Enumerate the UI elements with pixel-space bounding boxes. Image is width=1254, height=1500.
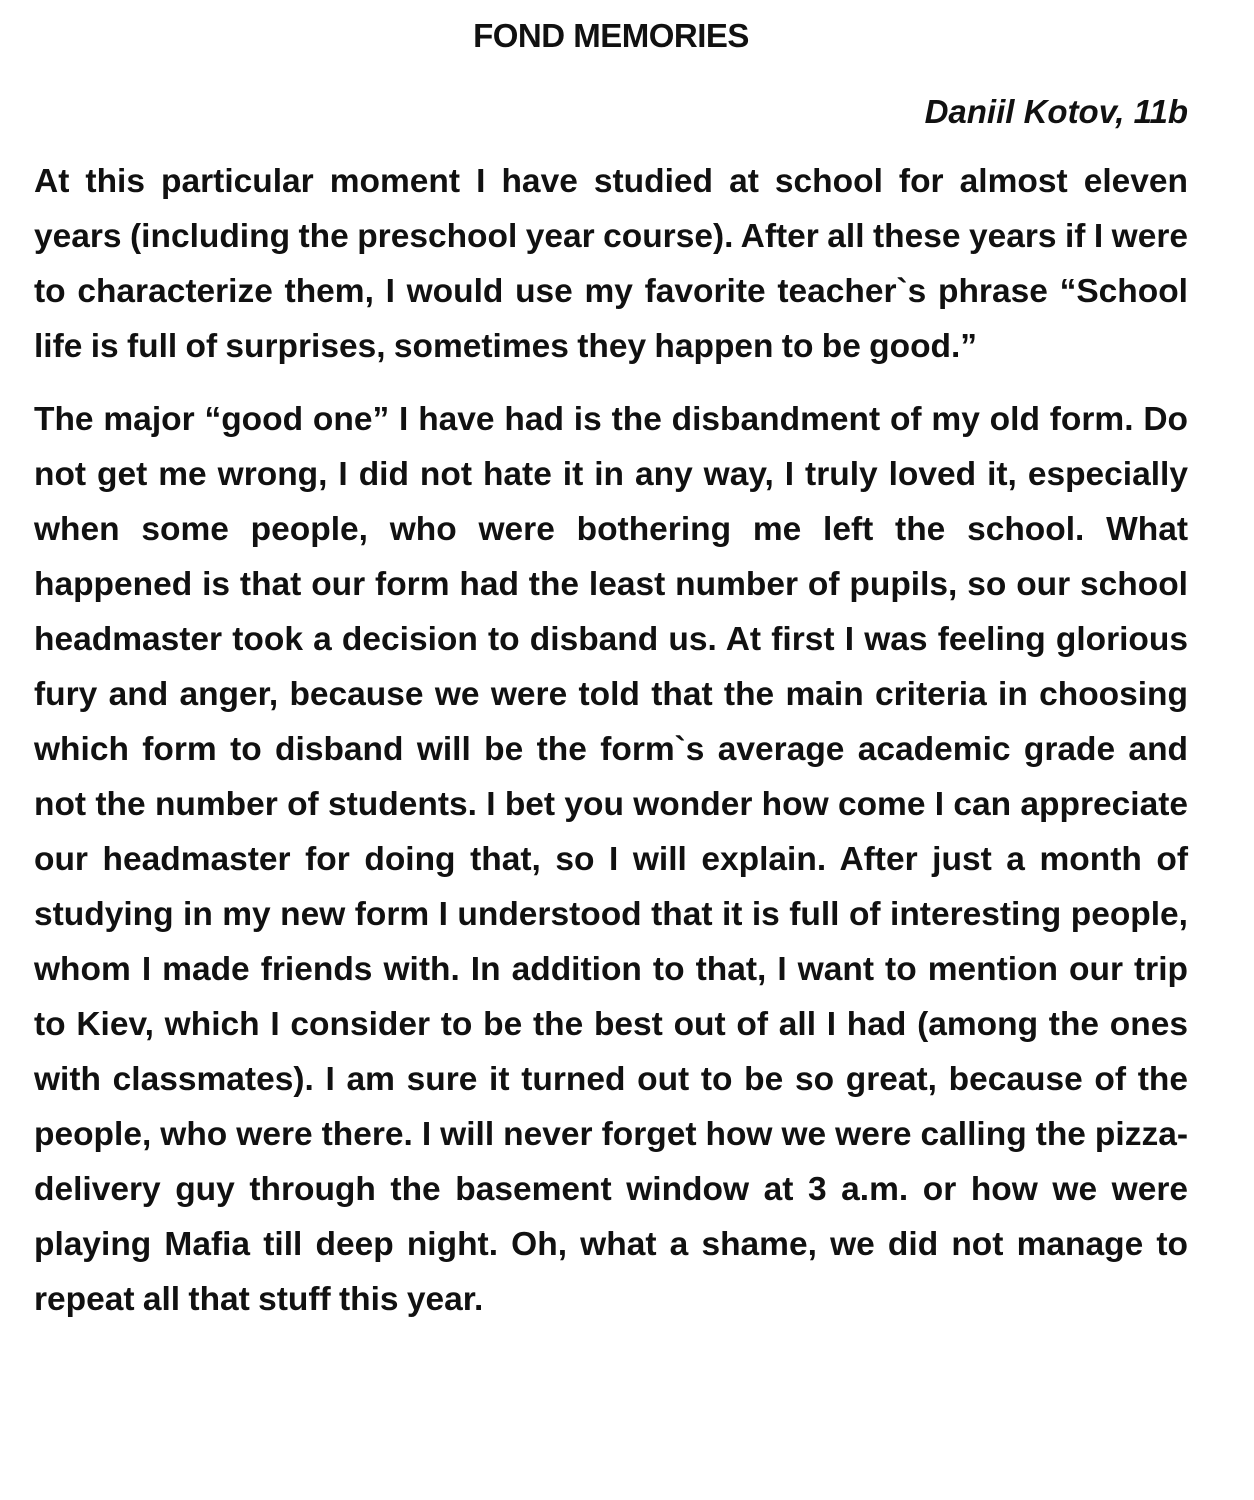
document-page — [34, 14, 1188, 1327]
document-title: FOND MEMORIES — [473, 17, 749, 54]
paragraph-2: The major “good one” I have had is the disbandment of my old form. Do not get me wrong, I did not hate it in any way, I truly loved it, especially when some people, who were bothering me left the school. What happened is that our form had the least number of pupils, so our school headmaster took a decision to disband us. At first I was feeling glorious fury and anger, because we were told that the main criteria in choosing which form to disband will be the form`s average academic grade and not the number of students. I bet you wonder how come I can appreciate our headmaster for doing that, so I will explain. After just a month of studying in my new form I understood that it is full of interesting people, whom I made friends with. In addition to that, I want to mention our trip to Kiev, which I consider to be the best out of all I had (among the ones with classmates). I am sure it turned out to be so great, because of the people, who were there. I will never forget how we were calling the pizza-delivery guy through the basement window at 3 a.m. or how we were playing Mafia till deep night. Oh, what a shame, we did not manage to repeat all that stuff this year. — [34, 401, 1188, 1318]
paragraph-1: At this particular moment I have studied at school for almost eleven years (including the preschool year course). After all these years if I were to characterize them, I would use my favorite teacher`s phrase “School life is full of surprises, sometimes they happen to be good.” — [34, 163, 1188, 365]
author-line: Daniil Kotov, 11b — [924, 93, 1188, 130]
